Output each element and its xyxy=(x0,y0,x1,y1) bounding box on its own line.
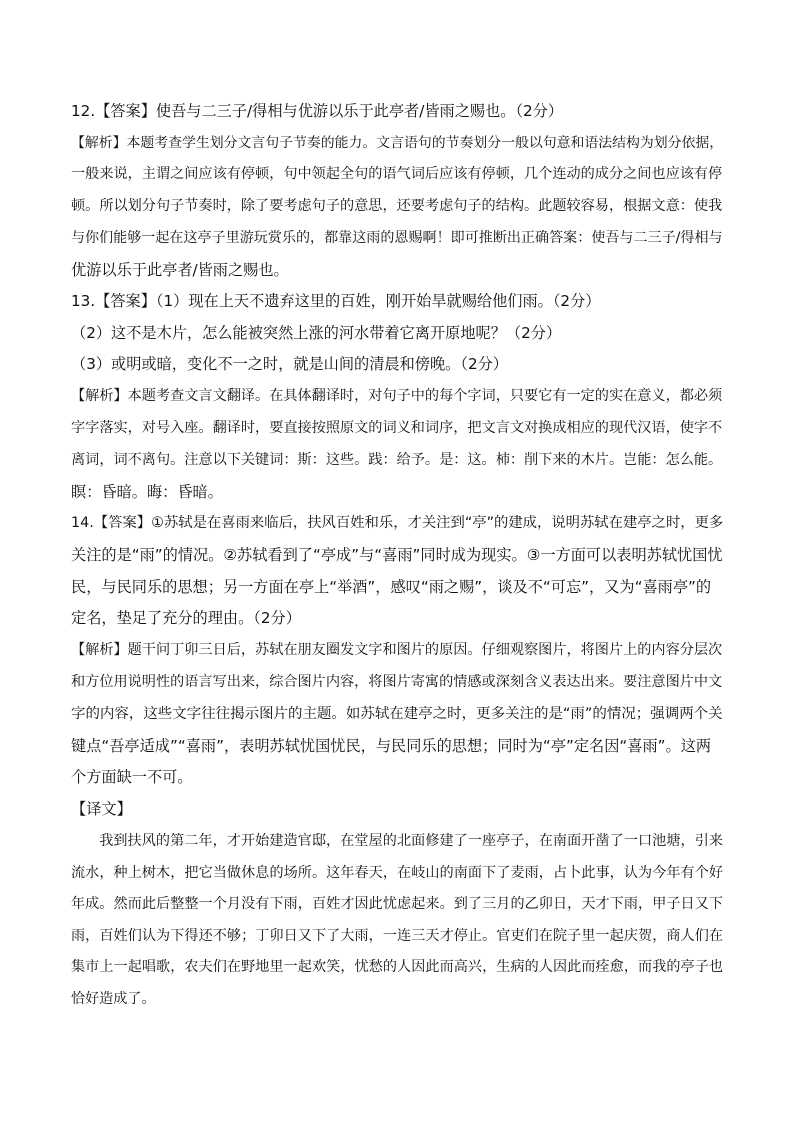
q13-answer-3: （3）或明或暗，变化不一之时，就是山间的清晨和傍晚。（2分） xyxy=(71,355,508,373)
q13-answer-1: 13.【答案】（1）现在上天不遗弃这里的百姓，刚开始旱就赐给他们雨。（2分） xyxy=(71,292,601,310)
q13-analysis-line-1: 【解析】本题考查文言文翻译。在具体翻译时，对句子中的每个字词，只要它有一定的实在意义，都必须 xyxy=(71,388,723,404)
q13-analysis-line-3: 离词，词不离句。注意以下关键词：斯：这些。践：给予。是：这。杮：削下来的木片。岂能：怎么能。 xyxy=(71,452,723,468)
q14-analysis-line-4: 键点“吾亭适成”“喜雨”，表明苏轼忧国忧民，与民同乐的思想；同时为“亭”定名因“喜雨”。这两 xyxy=(71,737,712,755)
q14-answer-line-1: 14.【答案】①苏轼是在喜雨来临后，扶风百姓和乐，才关注到“亭”的建成，说明苏轼在建亭之时，更多 xyxy=(71,515,724,531)
translation-body xyxy=(71,826,723,1015)
q12-analysis-line-3: 顿。所以划分句子节奏时，除了要考虑句子的意思，还要考虑句子的结构。此题较容易，根据文意：使我 xyxy=(71,198,723,214)
q14-answer-line-4: 定名，垫足了充分的理由。（2分） xyxy=(71,609,301,627)
q14-analysis-line-1: 【解析】题干问丁卯三日后，苏轼在朋友圈发文字和图片的原因。仔细观察图片，将图片上的内容分层次 xyxy=(71,642,723,658)
q14-answer-line-2: 关注的是“雨”的情况。②苏轼看到了“亭成”与“喜雨”同时成为现实。③一方面可以表明苏轼忧国忧 xyxy=(71,546,723,564)
q12-analysis-line-2: 一般来说，主谓之间应该有停顿，句中领起全句的语气词后应该有停顿，几个连动的成分之间也应该有停 xyxy=(71,166,723,182)
q12-answer: 12.【答案】使吾与二三子/得相与优游以乐于此亭者/皆雨之赐也。（2分） xyxy=(71,102,564,120)
q12-analysis-line-1: 【解析】本题考查学生划分文言句子节奏的能力。文言语句的节奏划分一般以句意和语法结构为划分依据， xyxy=(71,135,724,151)
q12-analysis-line-4: 与你们能够一起在这亭子里游玩赏乐的，都靠这雨的恩赐啊！即可推断出正确答案：使吾与二三子/得相与 xyxy=(71,230,723,246)
q13-analysis-line-2: 字字落实，对号入座。翻译时，要直接按照原文的词义和词序，把文言文对换成相应的现代汉语，使字不 xyxy=(71,420,723,436)
q13-answer-2: （2）这不是木片，怎么能被突然上涨的河水带着它离开原地呢？（2分） xyxy=(71,324,562,342)
q14-analysis-line-5: 个方面缺一不可。 xyxy=(71,768,193,786)
q14-answer-line-3: 民，与民同乐的思想；另一方面在亭上“举酒”，感叹“雨之赐”，谈及不“可忘”，又为“喜雨亭”的 xyxy=(71,578,712,596)
q14-analysis-line-2: 和方位用说明性的语言写出来，综合图片内容，将图片寄寓的情感或深刻含义表达出来。要注意图片中文 xyxy=(71,674,723,690)
translation-heading: 【译文】 xyxy=(71,800,132,818)
translation-paragraph: 我到扶风的第二年，才开始建造官邸，在堂屋的北面修建了一座亭子，在南面开凿了一口池塘，引来流水，种上树木，把它当做休息的场所。这年春天，在岐山的南面下了麦雨，占卜此事，认为今年有个好年成。然而此后整整一个月没有下雨，百姓才因此忧虑起来。到了三月的乙卯日，天才下雨，甲子日又下雨，百姓们认为下得还不够；丁卯日又下了大雨，一连三天才停止。官吏们在院子里一起庆贺，商人们在集市上一起唱歌，农夫们在野地里一起欢笑，忧愁的人因此而高兴，生病的人因此而痊愈，而我的亭子也恰好造成了。 xyxy=(71,833,723,1007)
q14-analysis-line-3: 字的内容，这些文字往往揭示图片的主题。如苏轼在建亭之时，更多关注的是“雨”的情况；强调两个关 xyxy=(71,706,723,722)
q13-analysis-line-4: 瞑：昏暗。晦：昏暗。 xyxy=(71,483,223,501)
q12-analysis-line-5: 优游以乐于此亭者/皆雨之赐也。 xyxy=(71,261,289,279)
